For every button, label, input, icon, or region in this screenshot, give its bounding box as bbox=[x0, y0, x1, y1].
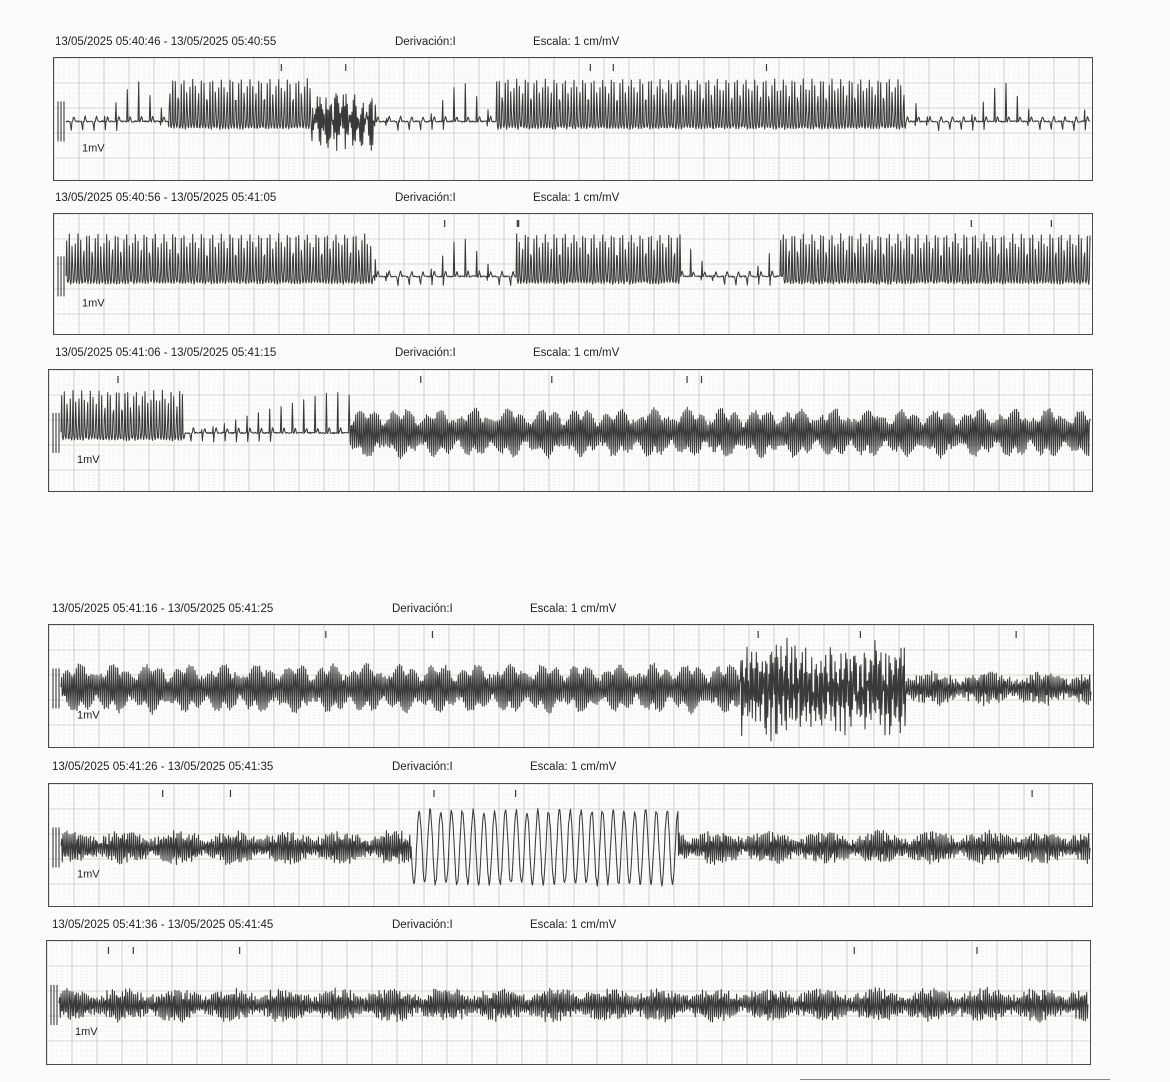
strip-2-trace-svg bbox=[54, 214, 1092, 334]
calibration-label: 1mV bbox=[82, 297, 105, 310]
strip-6-lead: Derivación:I bbox=[392, 919, 453, 931]
strip-6-header bbox=[52, 917, 692, 933]
strip-2-time-range: 13/05/2025 05:40:56 - 13/05/2025 05:41:05 bbox=[55, 192, 277, 204]
strip-5-scale: Escala: 1 cm/mV bbox=[530, 761, 617, 773]
strip-1-time-range: 13/05/2025 05:40:46 - 13/05/2025 05:40:55 bbox=[55, 36, 277, 48]
ecg-trace bbox=[61, 638, 1091, 741]
strip-1-trace-svg bbox=[54, 58, 1092, 180]
strip-3-header bbox=[55, 345, 695, 361]
calibration-label: 1mV bbox=[75, 1025, 98, 1038]
strip-3-lead: Derivación:I bbox=[395, 347, 456, 359]
strip-1-lead: Derivación:I bbox=[395, 36, 456, 48]
strip-3-time-range: 13/05/2025 05:41:06 - 13/05/2025 05:41:15 bbox=[55, 347, 277, 359]
strip-6-scale: Escala: 1 cm/mV bbox=[530, 919, 617, 931]
ecg-strip-4 bbox=[48, 624, 1094, 748]
calibration-label: 1mV bbox=[77, 453, 100, 466]
strip-4-trace-svg bbox=[49, 625, 1093, 747]
ecg-trace bbox=[59, 987, 1088, 1022]
strip-4-scale: Escala: 1 cm/mV bbox=[530, 603, 617, 615]
calibration-label: 1mV bbox=[82, 142, 105, 155]
strip-3-scale: Escala: 1 cm/mV bbox=[533, 347, 620, 359]
ecg-trace bbox=[66, 234, 1090, 286]
strip-5-trace-svg bbox=[49, 784, 1092, 906]
strip-4-time-range: 13/05/2025 05:41:16 - 13/05/2025 05:41:25 bbox=[52, 603, 274, 615]
ecg-trace bbox=[61, 809, 1090, 887]
strip-1-scale: Escala: 1 cm/mV bbox=[533, 36, 620, 48]
ecg-strip-3 bbox=[48, 369, 1093, 492]
strip-6-time-range: 13/05/2025 05:41:36 - 13/05/2025 05:41:45 bbox=[52, 919, 274, 931]
ecg-strip-2 bbox=[53, 213, 1093, 335]
beat-markers bbox=[445, 220, 1052, 227]
beat-markers bbox=[163, 790, 1032, 797]
calibration-label: 1mV bbox=[77, 868, 100, 881]
strip-4-lead: Derivación:I bbox=[392, 603, 453, 615]
ecg-trace bbox=[66, 79, 1090, 151]
strip-5-lead: Derivación:I bbox=[392, 761, 453, 773]
strip-2-header bbox=[55, 190, 695, 206]
ecg-strip-1 bbox=[53, 57, 1093, 181]
strip-5-time-range: 13/05/2025 05:41:26 - 13/05/2025 05:41:35 bbox=[52, 761, 274, 773]
footer-divider bbox=[800, 1079, 1110, 1080]
beat-markers bbox=[326, 631, 1016, 638]
strip-2-lead: Derivación:I bbox=[395, 192, 456, 204]
strip-5-header bbox=[52, 759, 692, 775]
strip-4-header bbox=[52, 601, 692, 617]
strip-6-trace-svg bbox=[47, 941, 1090, 1064]
strip-3-trace-svg bbox=[49, 370, 1092, 491]
ecg-strip-5 bbox=[48, 783, 1093, 907]
ecg-trace bbox=[61, 390, 1090, 458]
calibration-label: 1mV bbox=[77, 709, 100, 722]
strip-1-header bbox=[55, 34, 695, 50]
strip-2-scale: Escala: 1 cm/mV bbox=[533, 192, 620, 204]
ecg-strip-6 bbox=[46, 940, 1091, 1065]
